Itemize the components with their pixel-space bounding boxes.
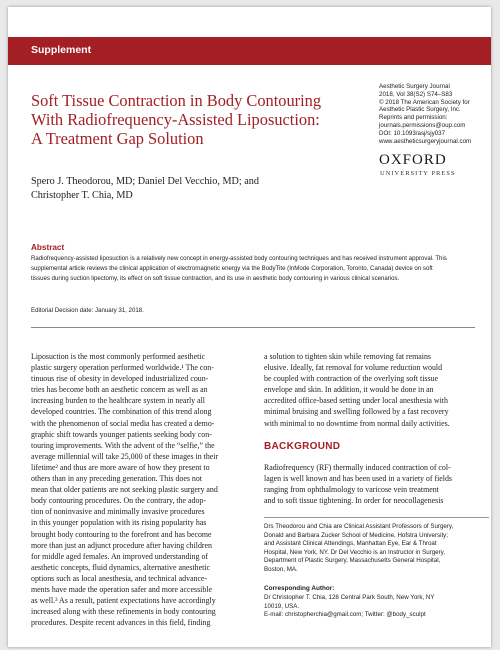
article-title <box>31 91 361 148</box>
body-line: minimal bruising and swelling followed by a fast recovery <box>264 407 449 417</box>
author-line: Christopher T. Chia, MD <box>31 189 133 201</box>
abstract-line: Radiofrequency-assisted liposuction is a relatively new concept in energy-assisted body contouring techniques and has received instrument approval. This <box>31 255 447 262</box>
footnote-line: Donald and Barbara Zucker School of Medicine, Hofstra University; <box>264 531 448 539</box>
journal-info <box>379 83 489 145</box>
body-line: a solution to tighten skin while removing fat remains <box>264 352 431 361</box>
footnote-line: Boston, MA. <box>264 565 298 573</box>
footnote-line: 10019, USA. <box>264 602 300 610</box>
body-line: mean that older patients are not seeking plastic surgery and <box>31 485 218 495</box>
journal-name: Aesthetic Surgery Journal <box>379 83 450 90</box>
abstract-line: supplemental article reviews the clinical application of electromagnetic energy via the BodyTite (InMode Corporation, Toronto, Canada) device on soft <box>31 265 433 272</box>
footnote-divider <box>264 517 489 518</box>
journal-website-link[interactable]: www.aestheticsurgeryjournal.com <box>379 137 472 145</box>
body-line: lagen is well known and has been used in a variety of fields <box>264 474 453 484</box>
abstract-text <box>31 254 491 284</box>
editorial-decision-date: Editorial Decision date: January 31, 2018. <box>31 307 144 314</box>
body-line: more than just an adjunct procedure after having children <box>31 540 212 550</box>
footnote-line: Hospital, New York, NY. Dr Del Vecchio is an Instructor in Surgery, <box>264 548 446 556</box>
body-line: ments have made the operation safer and more accessible <box>31 584 212 594</box>
body-line: lifetime² and thus are more aware of how they present to <box>31 462 210 472</box>
body-line: tinuous rise of obesity in developed industrialized coun- <box>31 374 209 384</box>
title-line: With Radiofrequency-Assisted Liposuction: <box>31 110 320 129</box>
publisher-logo-sub: UNIVERSITY PRESS <box>380 170 456 177</box>
journal-volume: 2018, Vol 38(S2) S74–S83 <box>379 90 453 98</box>
body-line: touring improvements. With the advent of the “selfie,” the <box>31 440 215 450</box>
body-line: with the phenomenon of social media has created a demo- <box>31 418 215 428</box>
body-line: ranging from ophthalmology to varicose vein treatment <box>264 485 439 495</box>
body-line: developed countries. The combination of this trend along <box>31 407 212 417</box>
body-line: be coupled with contraction of the overlying soft tissue <box>264 374 438 384</box>
footnote-line: and Assistant Clinical Attendings, Manhattan Eye, Ear & Throat <box>264 540 437 548</box>
body-line: Liposuction is the most commonly performed aesthetic <box>31 352 205 361</box>
body-line: envelope and skin. In addition, it would be done in an <box>264 385 434 395</box>
publisher-logo: OXFORD <box>379 152 447 168</box>
body-line: increasing burden to the healthcare system in nearly all <box>31 396 205 406</box>
body-line: body contouring procedures. On the contrary, the adop- <box>31 496 206 506</box>
body-line: elusive. Ideally, fat removal for volume reduction would <box>264 363 443 373</box>
body-left-column <box>31 351 251 628</box>
journal-reprints: Reprints and permission: <box>379 114 448 122</box>
background-text <box>264 462 489 506</box>
abstract-line: tissues during suction lipectomy, its effect on soft tissue contraction, and its use in aesthetic body contouring in various clinical scenarios. <box>31 275 400 282</box>
body-right-column <box>264 351 489 429</box>
body-line: accredited office-based setting under local anesthesia with <box>264 396 448 406</box>
body-line: in this younger population with its rising popularity has <box>31 518 207 528</box>
author-list <box>31 175 331 202</box>
body-line: increased along with these refinements in body contouring <box>31 607 216 617</box>
corresponding-email-link[interactable]: E-mail: christopherchia@gmail.com; Twitter: @body_sculpt <box>264 611 426 619</box>
body-line: others than in any preceding generation. This does not <box>31 474 202 484</box>
body-line: Radiofrequency (RF) thermally induced contraction of col- <box>264 463 451 472</box>
body-line: plastic surgery operation performed worldwide.¹ The con- <box>31 363 214 373</box>
body-line: graphic shift towards younger patients seeking body con- <box>31 429 212 439</box>
body-line: for middle aged females. An improved understanding of <box>31 551 209 561</box>
footnote-affiliations <box>264 523 489 575</box>
corresponding-author-heading: Corresponding Author: <box>264 585 335 592</box>
corresponding-author-info <box>264 594 489 620</box>
journal-permissions-link[interactable]: journals.permissions@oup.com <box>379 121 466 129</box>
body-line: average millennial will take 25,000 of these images in their <box>31 451 219 461</box>
body-line: procedures. Despite recent advances in this field, finding <box>31 618 211 628</box>
journal-copyright: © 2018 The American Society for <box>379 98 470 106</box>
abstract-heading: Abstract <box>31 243 65 252</box>
footnote-line: Drs Theodorou and Chia are Clinical Assistant Professors of Surgery, <box>264 523 454 530</box>
author-line: Spero J. Theodorou, MD; Daniel Del Vecchio, MD; and <box>31 176 259 187</box>
body-line: tries has become both an aesthetic concern as well as an <box>31 385 208 395</box>
body-line: tion of noninvasive and minimally invasive procedures <box>31 507 205 517</box>
background-heading: BACKGROUND <box>264 441 341 452</box>
title-line: A Treatment Gap Solution <box>31 129 204 148</box>
journal-copyright: Aesthetic Plastic Surgery, Inc. <box>379 106 461 114</box>
body-line: brought body contouring to the forefront and has become <box>31 529 212 539</box>
supplement-label: Supplement <box>31 44 92 56</box>
section-divider <box>31 327 475 328</box>
article-page <box>8 7 491 647</box>
title-line: Soft Tissue Contraction in Body Contouring <box>31 91 322 110</box>
footnote-line: Dr Christopher T. Chia, 128 Central Park South, New York, NY <box>264 594 435 601</box>
body-line: as well.³ As a result, patient expectations have accordingly <box>31 596 216 606</box>
body-line: with minimal to no downtime from normal daily activities. <box>264 418 450 428</box>
supplement-band <box>8 37 491 65</box>
body-line: and to soft tissue tightening. In order for neocollagenesis <box>264 496 444 506</box>
journal-doi[interactable]: DOI: 10.1093/asj/sjy037 <box>379 129 446 137</box>
body-line: aesthetic concepts, fluid dynamics, alternative anesthetic <box>31 562 211 572</box>
footnote-line: Department of Plastic Surgery, Massachusetts General Hospital, <box>264 557 441 565</box>
body-line: options such as local anesthesia, and technical advance- <box>31 573 208 583</box>
